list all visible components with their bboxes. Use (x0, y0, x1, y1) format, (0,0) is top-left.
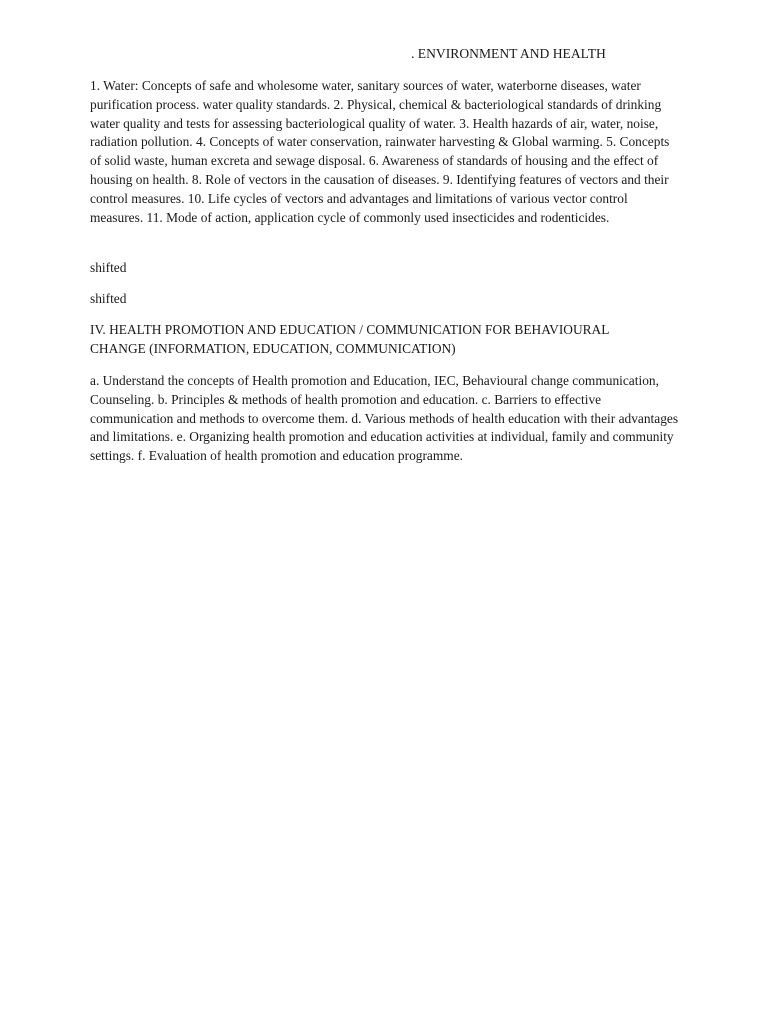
shifted-note-1: shifted (90, 260, 127, 275)
health-promotion-paragraph: a. Understand the concepts of Health promotion and Education, IEC, Behavioural change communication, Counseling. b. Principles & methods of health promotion and education. c. Barriers to effective communication and methods to overcome them. d. Various methods of health education with their advantages and limitations. e. Organizing health promotion and education activities at individual, family and community settings. f. Evaluation of health promotion and education programme. (90, 373, 679, 464)
section-heading-environment: . ENVIRONMENT AND HEALTH (411, 46, 606, 61)
environment-health-paragraph: 1. Water: Concepts of safe and wholesome water, sanitary sources of water, waterborne diseases, water purification process. water quality standards. 2. Physical, chemical & bacteriological standards of drinking water quality and tests for assessing bacteriological quality of water. 3. Health hazards of air, water, noise, radiation pollution. 4. Concepts of water conservation, rainwater harvesting & Global warming. 5. Concepts of solid waste, human excreta and sewage disposal. 6. Awareness of standards of housing and the effect of housing on health. 8. Role of vectors in the causation of diseases. 9. Identifying features of vectors and their control measures. 10. Life cycles of vectors and advantages and limitations of various vector control measures. 11. Mode of action, application cycle of commonly used insecticides and rodenticides. (90, 78, 670, 225)
shifted-note-2: shifted (90, 291, 127, 306)
section-iv-heading: IV. HEALTH PROMOTION AND EDUCATION / COMMUNICATION FOR BEHAVIOURAL CHANGE (INFORMATION, EDUCATION, COMMUNICATION) (90, 322, 609, 356)
